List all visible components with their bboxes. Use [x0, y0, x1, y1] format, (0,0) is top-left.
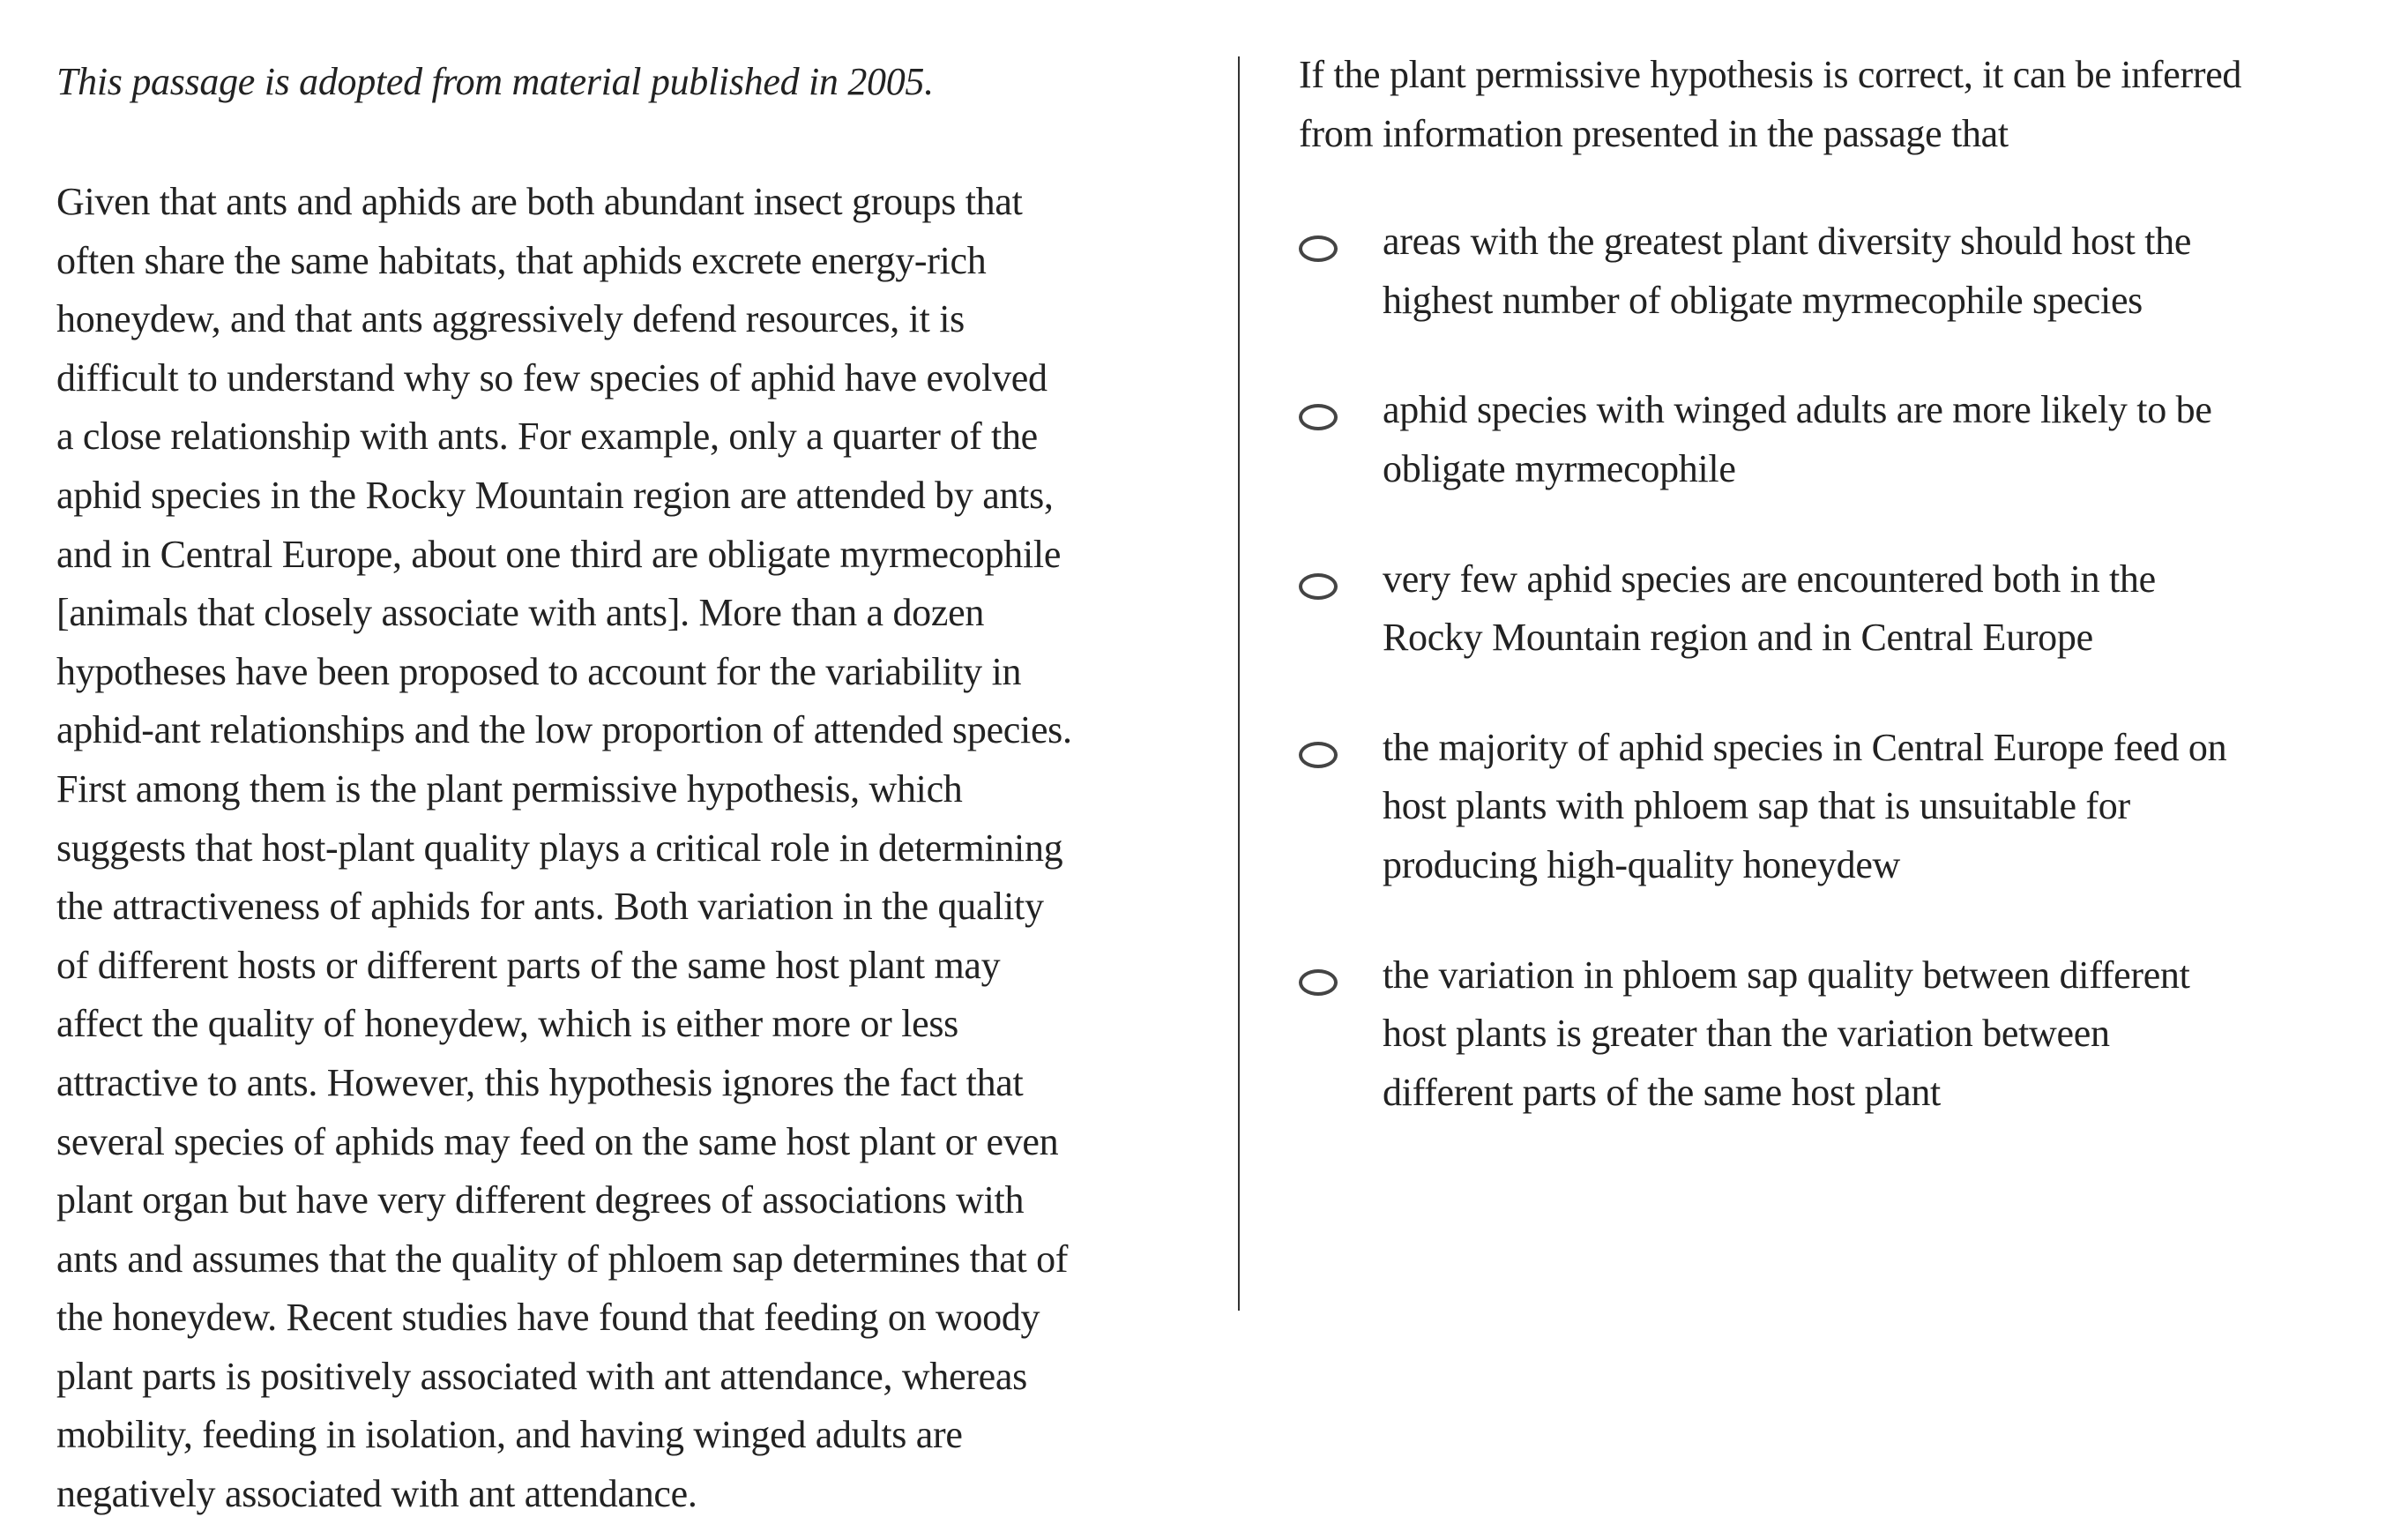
- answer-choice-label[interactable]: aphid species with winged adults are more likely to be obligate myrmecophile: [1383, 388, 2212, 490]
- radio-button-b[interactable]: [1299, 404, 1338, 430]
- passage-text: Given that ants and aphids are both abundant insect groups that often share the same habitats, that aphids excrete energy-rich honeydew, and that ants aggressively defend resources, it is difficult to understand why so few species of aphid have evolved a close relationship with ants. For example, only a quarter of the aphid species in the Rocky Mountain region are attended by ants, and in Central Europe, about one third are obligate myrmecophile [animals that closely associate with ants]. More than a dozen hypotheses have been proposed to account for the variability in aphid-ant relationships and the low proportion of attended species. First among them is the plant permissive hypothesis, which suggests that host-plant quality plays a critical role in determining the attractiveness of aphids for ants. Both variation in the quality of different hosts or different parts of the same host plant may affect the quality of honeydew, which is either more or less attractive to ants. However, this hypothesis ignores the fact that several species of aphids may feed on the same host plant or even plant organ but have very different degrees of associations with ants and assumes that the quality of phloem sap determines that of the honeydew. Recent studies have found that feeding on woody plant parts is positively associated with ant attendance, whereas mobility, feeding in isolation, and having winged adults are negatively associated with ant attendance.: [56, 180, 1072, 1516]
- answer-choice-a[interactable]: [1299, 213, 2383, 330]
- answer-choice-label[interactable]: the variation in phloem sap quality between different host plants is greater than the variation between different parts of the same host plant: [1383, 953, 2190, 1114]
- passage-source-note: This passage is adopted from material published in 2005.: [56, 60, 934, 103]
- answer-choices: [1299, 213, 2383, 1122]
- radio-button-d[interactable]: [1299, 742, 1338, 768]
- panel-divider: [1238, 56, 1240, 1311]
- radio-button-c[interactable]: [1299, 573, 1338, 600]
- answer-choice-label[interactable]: areas with the greatest plant diversity should host the highest number of obligate myrmecophile species: [1383, 220, 2192, 322]
- question-panel: [1299, 46, 2383, 1173]
- question-stem: If the plant permissive hypothesis is correct, it can be inferred from information presented in the passage that: [1299, 53, 2242, 155]
- passage-panel: [56, 49, 1203, 1524]
- answer-choice-e[interactable]: [1299, 946, 2383, 1123]
- answer-choice-label[interactable]: the majority of aphid species in Central Europe feed on host plants with phloem sap that is unsuitable for producing high-quality honeydew: [1383, 725, 2227, 886]
- answer-choice-b[interactable]: [1299, 381, 2383, 498]
- radio-button-a[interactable]: [1299, 235, 1338, 262]
- radio-button-e[interactable]: [1299, 969, 1338, 996]
- answer-choice-c[interactable]: [1299, 550, 2383, 668]
- answer-choice-d[interactable]: [1299, 719, 2383, 895]
- answer-choice-label[interactable]: very few aphid species are encountered both in the Rocky Mountain region and in Central Europe: [1383, 557, 2156, 660]
